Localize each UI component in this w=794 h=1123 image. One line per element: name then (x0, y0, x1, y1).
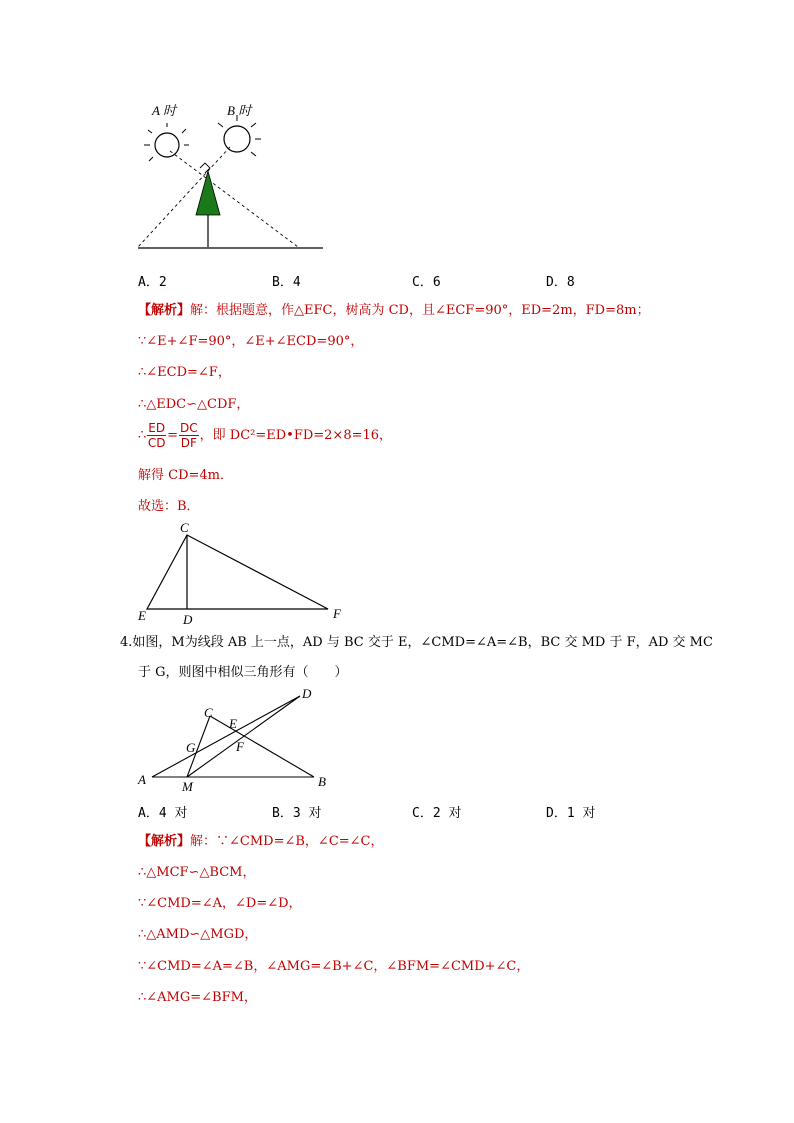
label-c: C (180, 520, 189, 535)
label-f: F (236, 739, 244, 754)
label-a: A (138, 772, 146, 787)
q3-option-a[interactable]: A．2 (138, 275, 167, 290)
label-e: E (229, 716, 237, 731)
q4-solution-line-2: ∴△MCF∽△BCM， (138, 865, 256, 880)
solution-tag: 【解析】 (138, 303, 191, 318)
q4-solution-line-6: ∴∠AMG=∠BFM， (138, 990, 257, 1005)
label-d: D (302, 686, 312, 701)
q3-solution-line-6: 解得 CD=4m． (138, 468, 233, 483)
q3-option-d[interactable]: D．8 (546, 275, 575, 290)
sun-a-icon (144, 123, 189, 161)
q3-solution-line-2: ∵∠E+∠F=90°，∠E+∠ECD=90°， (138, 334, 364, 349)
q3-solution-line-3: ∴∠ECD=∠F， (138, 365, 231, 380)
q4-solution-line-1: 【解析】解：∵∠CMD=∠B，∠C=∠C， (138, 834, 384, 849)
q4-solution-line-3: ∵∠CMD=∠A，∠D=∠D， (138, 896, 302, 911)
q4-option-d[interactable]: D．1 对 (546, 806, 596, 821)
label-m: M (182, 779, 193, 794)
label-e: E (138, 608, 146, 623)
q3-solution-line-4: ∴△EDC∽△CDF， (138, 397, 250, 412)
label-c: C (204, 705, 213, 720)
q3-solution-line-7: 故选：B． (138, 499, 200, 514)
fraction-ed-cd: $\frac{ED}{CD}$ (147, 421, 166, 450)
solution-tag: 【解析】 (138, 834, 191, 849)
label-g: G (186, 740, 196, 755)
q4-solution-line-4: ∴△AMD∽△MGD， (138, 927, 258, 942)
label-f: F (333, 606, 341, 621)
similar-triangles-figure (132, 686, 342, 796)
q4-option-c[interactable]: C．2 对 (412, 806, 462, 821)
sun-b-label: B 时 (227, 103, 252, 118)
q3-solution-line-1: 【解析】解：根据题意，作△EFC，树高为 CD，且∠ECF=90°，ED=2m，FD=8m； (138, 303, 650, 318)
tree-icon (196, 171, 220, 215)
q4-solution-line-5: ∵∠CMD=∠A=∠B，∠AMG=∠B+∠C，∠BFM=∠CMD+∠C， (138, 959, 530, 974)
q3-solution-line-5: ∴ $\frac{ED}{CD}$ = $\frac{DC}{DF}$ ，即 DC²=ED•FD=2×8=16， (138, 421, 393, 450)
sun-b-icon (218, 115, 261, 156)
label-d: D (183, 612, 193, 627)
q4-option-a[interactable]: A．4 对 (138, 806, 188, 821)
q3-option-b[interactable]: B．4 (272, 275, 301, 290)
q4-option-b[interactable]: B．3 对 (272, 806, 322, 821)
q3-option-c[interactable]: C．6 (412, 275, 441, 290)
fraction-dc-df: $\frac{DC}{DF}$ (180, 421, 198, 450)
q4-stem-line-2: 于 G，则图中相似三角形有（ ） (138, 665, 348, 680)
q4-stem-line-1: 4.如图，M为线段 AB 上一点，AD 与 BC 交于 E，∠CMD=∠A=∠B，BC 交 MD 于 F，AD 交 MC (120, 635, 713, 650)
triangle-ecf-figure (132, 520, 352, 630)
label-b: B (318, 774, 326, 789)
tree-shadow-figure (130, 95, 330, 255)
sun-a-label: A 时 (152, 103, 176, 118)
